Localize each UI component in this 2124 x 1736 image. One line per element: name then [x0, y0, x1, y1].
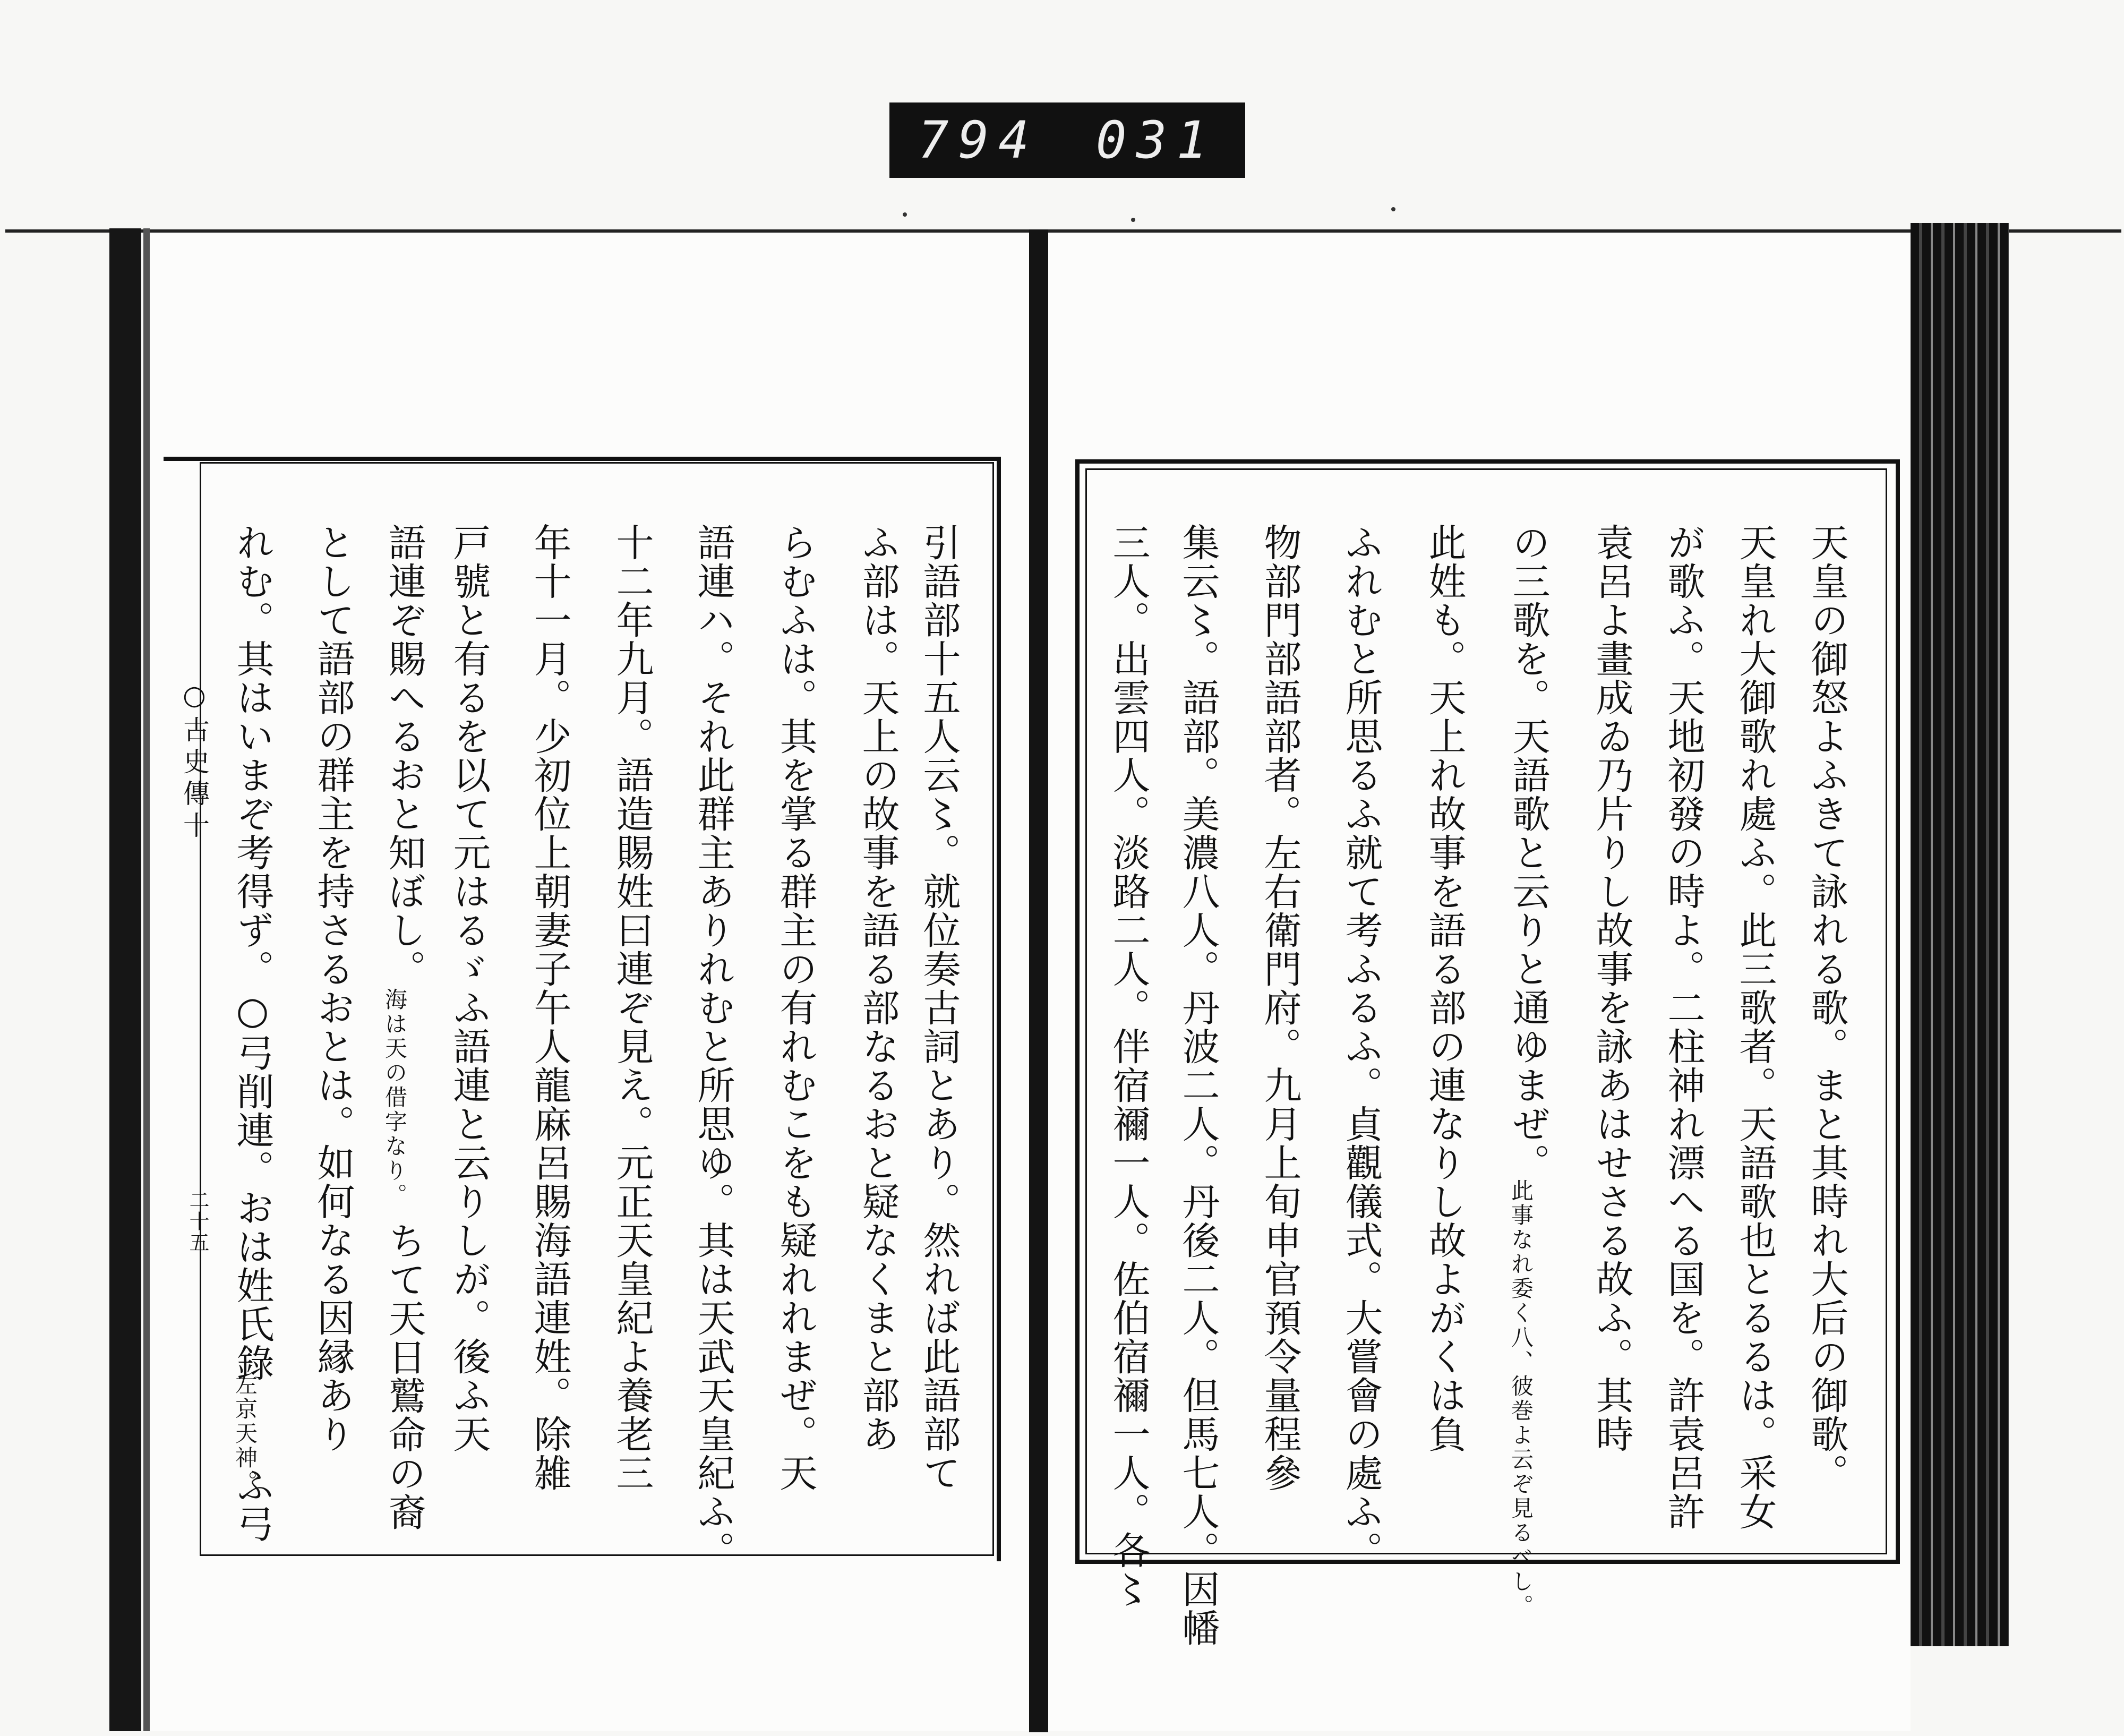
top-edge-line	[5, 229, 2121, 233]
center-gutter	[1029, 229, 1048, 1732]
text-column: 十二年九月。語造賜姓曰連ぞ見え。元正天皇紀よ養老三	[610, 523, 654, 1492]
speck	[903, 212, 907, 217]
text-column: ふ弓	[230, 1466, 275, 1543]
annotation-column: 此事なれ委く八、彼巻よ云ぞ見るべし。	[1508, 1179, 1534, 1619]
text-column: ちて天日鷲命の裔	[382, 1221, 426, 1532]
right-book-edge	[1911, 223, 2009, 1646]
annotation-column: 海は天の借字なり。	[382, 988, 408, 1208]
text-column: の三歌を。天語歌と云りと通ゆまぜ。	[1506, 523, 1551, 1182]
text-column: 天皇の御怒よふきて詠れる歌。まと其時れ大后の御歌。	[1805, 523, 1849, 1492]
text-column: ふ部は。天上の故事を語る部なるおと疑なくまと部あ	[856, 523, 900, 1453]
left-book-edge	[109, 228, 141, 1731]
scan-label-right: 031	[1095, 110, 1217, 170]
text-column: 袁呂よ畫成ゐ乃片りし故事を詠あはせさる故ふ。其時	[1590, 523, 1634, 1453]
text-column: として語部の群主を持さるおとは。如何なる因縁あり	[311, 523, 355, 1453]
running-header: ○古史傳十	[179, 680, 210, 843]
left-book-edge-inner	[143, 228, 150, 1731]
annotation-column: 左京天神。	[232, 1373, 258, 1495]
text-column: 天皇れ大御歌れ處ふ。此三歌者。天語歌也とるるは。采女	[1733, 523, 1777, 1531]
text-column: 戸號と有るを以て元はるゞふ語連と云りしが。後ふ天	[447, 523, 491, 1453]
text-column: 此姓も。天上れ故事を語る部の連なりし故よがくは負	[1423, 523, 1467, 1453]
speck	[1131, 218, 1135, 222]
scan-label-left: 794	[918, 110, 1039, 170]
text-column: らむふは。其を掌る群主の有れむこをも疑れれまぜ。天	[774, 523, 818, 1492]
text-column: 年十一月。少初位上朝妻子午人龍麻呂賜海語連姓。除雑	[528, 523, 572, 1492]
text-column: れむ。其はいまぞ考得ず。○弓削連。おは姓氏錄	[230, 523, 275, 1382]
text-column: 集云〻。語部。美濃八人。丹波二人。丹後二人。但馬七人。因幡	[1176, 523, 1220, 1647]
text-column: が歌ふ。天地初發の時よ。二柱神れ漂へる国を。許袁呂許	[1661, 523, 1706, 1531]
text-column: 語連ハ。それ此群主ありれむと所思ゆ。其は天武天皇紀ふ。	[691, 523, 735, 1570]
text-column: 三人。出雲四人。淡路二人。伴宿禰一人。佐伯宿禰一人。各〻	[1107, 523, 1151, 1609]
speck	[1391, 207, 1395, 211]
scan-label	[889, 102, 1245, 178]
text-column: ふれむと所思るふ就て考ふるふ。貞觀儀式。大嘗會の處ふ。	[1339, 523, 1383, 1570]
text-column: 引語部十五人云〻。就位奏古詞とあり。然れば此語部て	[917, 523, 961, 1492]
text-column: 物部門部語部者。左右衛門府。九月上旬申官預令量程參	[1258, 523, 1302, 1492]
text-column: 語連ぞ賜へるおと知ぼし。	[382, 523, 426, 988]
page-number: 二十五	[186, 1190, 209, 1253]
